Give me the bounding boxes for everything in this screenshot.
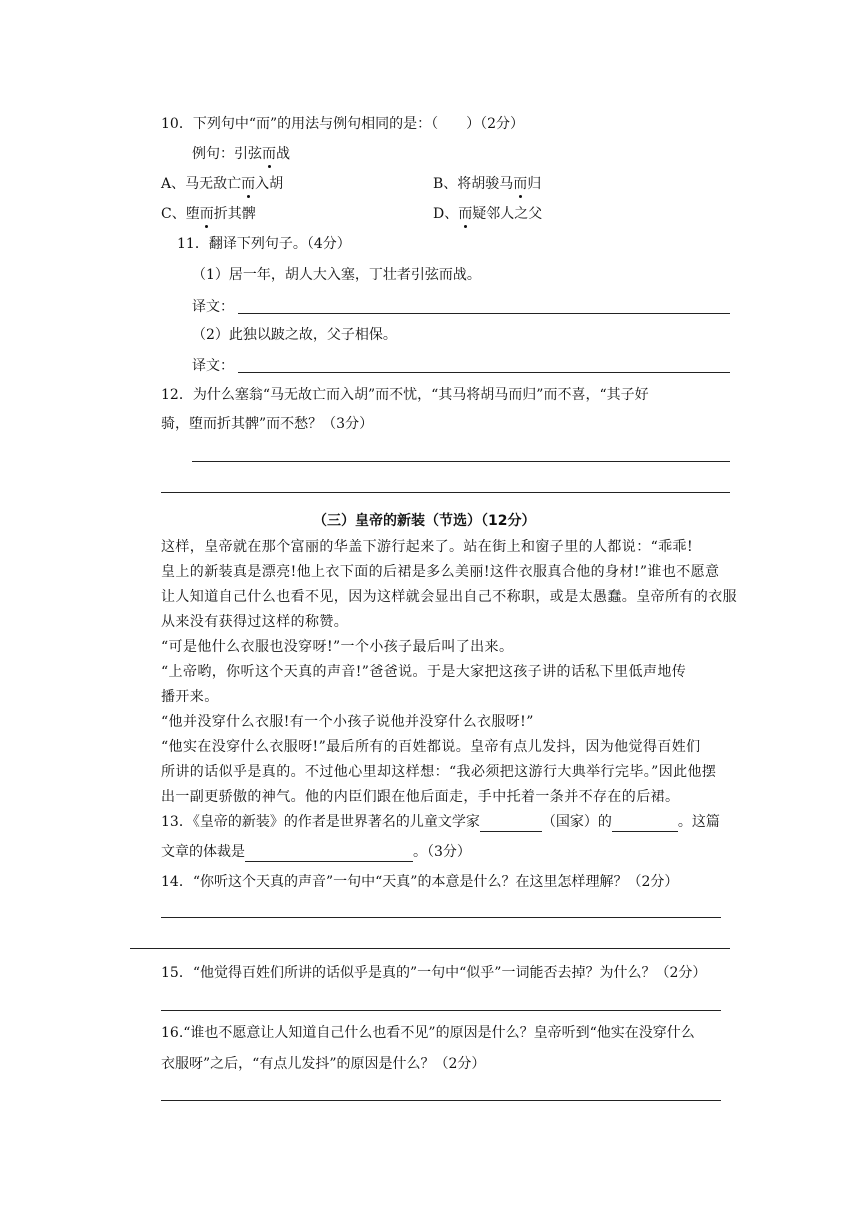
emphasis-mark: 而 (262, 146, 276, 162)
passage-line: “可是他什么衣服也没穿呀!”一个小孩子最后叫了出来。 (161, 639, 514, 655)
q10-option-d[interactable]: D、而疑邻人之父 (433, 206, 543, 222)
q15-stem: 15．“他觉得百姓们所讲的话似乎是真的”一句中“似乎”一词能否去掉？为什么？（2分） (161, 965, 707, 981)
q13-blank-author[interactable] (480, 816, 542, 832)
q12-line-1: 12．为什么塞翁“马无故亡而入胡”而不忧，“其马将胡马而归”而不喜，“其子好 (161, 387, 649, 403)
q10-stem: 10．下列句中“而”的用法与例句相同的是：（ ）（2分） (161, 116, 525, 132)
q14-stem: 14．“你听这个天真的声音”一句中“天真”的本意是什么？在这里怎样理解？（2分） (161, 874, 679, 890)
q13-blank-genre[interactable] (245, 846, 413, 862)
passage-line: “他实在没穿什么衣服呀!”最后所有的百姓都说。皇帝有点儿发抖，因为他觉得百姓们 (161, 739, 701, 755)
q13-blank-name[interactable] (612, 816, 678, 832)
passage-line: “他并没穿什么衣服!有一个小孩子说他并没穿什么衣服呀!” (161, 714, 534, 730)
passage-line: “上帝哟，你听这个天真的声音!”爸爸说。于是大家把这孩子讲的话私下里低声地传 (161, 664, 687, 680)
q14-answer-line-1[interactable] (161, 917, 721, 918)
q11-answer-line-1[interactable] (238, 313, 730, 314)
q16-line-1: 16.“谁也不愿意让人知道自己什么也看不见”的原因是什么？皇帝听到“他实在没穿什么 (161, 1025, 695, 1041)
passage-line: 出一副更骄傲的神气。他的内臣们跟在他后面走，手中托着一条并不存在的后裙。 (161, 789, 680, 805)
q11-answer-label-2: 译文： (192, 358, 234, 374)
q10-option-c[interactable]: C、堕而折其髀 (161, 206, 256, 222)
passage-line: 所讲的话似乎是真的。不过他心里却这样想：“我必须把这游行大典举行完毕。”因此他摆 (161, 764, 717, 780)
q12-answer-line-1[interactable] (192, 461, 730, 462)
q16-answer-line[interactable] (161, 1100, 721, 1101)
q11-stem: 11．翻译下列句子。（4分） (177, 236, 351, 252)
q11-answer-label-1: 译文： (192, 299, 234, 315)
q11-answer-line-2[interactable] (238, 372, 730, 373)
q10-option-b[interactable]: B、将胡骏马而归 (433, 176, 542, 192)
q11-sentence-1: （1）居一年，胡人大入塞，丁壮者引弦而战。 (192, 267, 481, 283)
q16-line-2: 衣服呀”之后，“有点儿发抖”的原因是什么？（2分） (161, 1056, 486, 1072)
passage-line: 这样，皇帝就在那个富丽的华盖下游行起来了。站在街上和窗子里的人都说：“乖乖! (161, 539, 693, 555)
q10-example: 例句：引弦而战 (192, 146, 290, 162)
passage-line: 皇上的新装真是漂亮!他上衣下面的后裙是多么美丽!这件衣服真合他的身材!”谁也不愿意 (161, 564, 720, 580)
section-title: （三）皇帝的新装（节选）（12分） (313, 513, 536, 529)
q15-answer-line[interactable] (161, 1010, 721, 1011)
passage-line: 从来没有获得过这样的称赞。 (161, 614, 349, 630)
q10-option-a[interactable]: A、马无敌亡而入胡 (161, 176, 284, 192)
q14-answer-line-2[interactable] (130, 948, 730, 949)
q11-sentence-2: （2）此独以跛之故，父子相保。 (192, 327, 397, 343)
q13-line-2: 文章的体裁是 。（3分） (161, 844, 471, 860)
q12-line-2: 骑，堕而折其髀”而不愁？（3分） (161, 416, 374, 432)
passage-line: 让人知道自己什么也看不见，因为这样就会显出自己不称职，或是太愚蠢。皇帝所有的衣服 (161, 589, 737, 605)
q13-line-1: 13．《皇帝的新装》的作者是世界著名的儿童文学家 （国家）的 。这篇 (161, 814, 720, 830)
q12-answer-line-2[interactable] (161, 492, 730, 493)
passage-line: 播开来。 (161, 689, 219, 705)
